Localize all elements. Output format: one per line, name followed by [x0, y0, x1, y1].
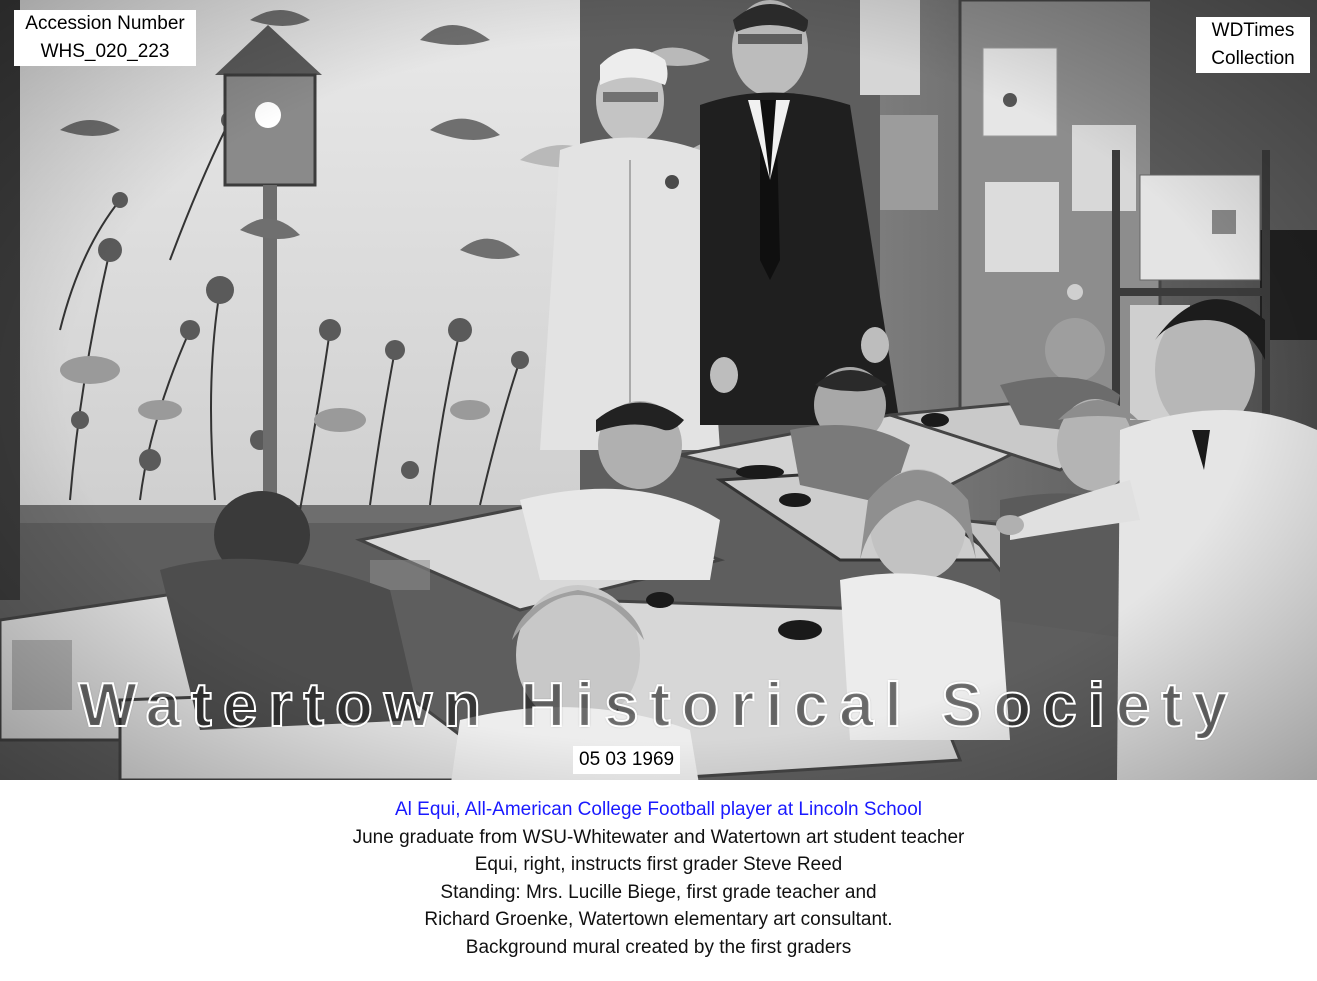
accession-number-value: WHS_020_223	[40, 41, 170, 62]
caption-line: June graduate from WSU-Whitewater and Watertown art student teacher	[352, 826, 965, 848]
caption-line: Background mural created by the first graders	[465, 936, 852, 958]
collection-suffix: Collection	[1211, 48, 1295, 69]
collection-label	[1196, 17, 1310, 73]
caption-line: Richard Groenke, Watertown elementary art consultant.	[424, 909, 893, 930]
accession-label-title: Accession Number	[25, 13, 185, 34]
collection-name: WDTimes	[1211, 20, 1295, 41]
photo-caption	[0, 796, 1317, 961]
caption-line: Standing: Mrs. Lucille Biege, first grade teacher and	[440, 881, 877, 903]
caption-line: Equi, right, instructs first grader Steve Reed	[474, 854, 843, 875]
accession-number-label	[14, 10, 196, 66]
caption-headline: Al Equi, All-American College Football player at Lincoln School	[395, 799, 922, 820]
photo-date-label: 05 03 1969	[573, 746, 680, 774]
society-watermark: Watertown Historical Society	[78, 671, 1239, 740]
